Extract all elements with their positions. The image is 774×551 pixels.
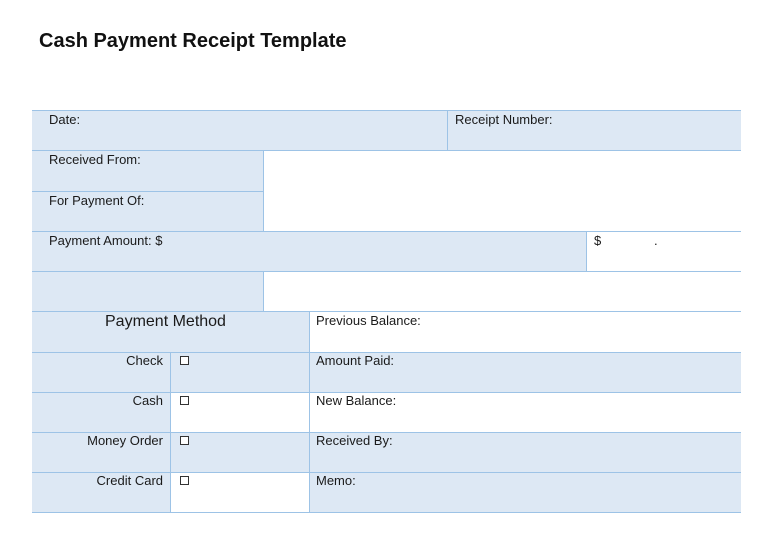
grid-line bbox=[32, 352, 741, 353]
credit-card-label-cell bbox=[32, 472, 170, 513]
memo-label: Memo: bbox=[316, 473, 356, 488]
received-from-input[interactable] bbox=[263, 150, 741, 231]
receipt-number-field[interactable] bbox=[447, 110, 741, 150]
decimal-point-label: . bbox=[654, 233, 658, 248]
grid-line bbox=[32, 191, 263, 192]
grid-line bbox=[263, 271, 264, 311]
grid-line bbox=[586, 231, 587, 271]
check-checkbox-cell[interactable] bbox=[170, 352, 309, 392]
grid-line bbox=[32, 432, 741, 433]
credit-card-checkbox[interactable] bbox=[180, 476, 189, 485]
blank-input-cell[interactable] bbox=[263, 271, 741, 311]
grid-line bbox=[32, 231, 741, 232]
for-payment-of-label: For Payment Of: bbox=[49, 193, 145, 208]
amount-paid-label: Amount Paid: bbox=[316, 353, 395, 368]
grid-line bbox=[32, 512, 741, 513]
check-checkbox[interactable] bbox=[180, 356, 189, 365]
grid-line bbox=[170, 352, 171, 513]
previous-balance-label: Previous Balance: bbox=[316, 313, 421, 328]
grid-line bbox=[32, 472, 741, 473]
payment-method-heading: Payment Method bbox=[105, 313, 226, 330]
money-order-checkbox-cell[interactable] bbox=[170, 432, 309, 472]
new-balance-label: New Balance: bbox=[316, 393, 397, 408]
cash-label: Cash bbox=[132, 393, 163, 408]
blank-label-cell bbox=[32, 271, 263, 311]
payment-amount-label: Payment Amount: $ bbox=[49, 233, 163, 248]
check-label-cell bbox=[32, 352, 170, 392]
grid-line bbox=[447, 110, 448, 150]
money-order-label-cell bbox=[32, 432, 170, 472]
grid-line bbox=[32, 392, 741, 393]
amount-paid-field[interactable] bbox=[309, 352, 741, 392]
received-by-field[interactable] bbox=[309, 432, 741, 472]
grid-line bbox=[32, 110, 741, 111]
received-from-label-cell bbox=[32, 150, 263, 191]
credit-card-checkbox-cell[interactable] bbox=[170, 472, 309, 513]
money-order-checkbox[interactable] bbox=[180, 436, 189, 445]
payment-amount-field[interactable] bbox=[32, 231, 586, 271]
memo-field[interactable] bbox=[309, 472, 741, 513]
cash-label-cell bbox=[32, 392, 170, 432]
payment-method-header-cell bbox=[32, 311, 309, 352]
date-field[interactable] bbox=[32, 110, 447, 150]
money-order-label: Money Order bbox=[87, 433, 163, 448]
cash-checkbox-cell[interactable] bbox=[170, 392, 309, 432]
for-payment-of-label-cell bbox=[32, 191, 263, 231]
received-by-label: Received By: bbox=[316, 433, 393, 448]
grid-line bbox=[309, 311, 310, 513]
grid-line bbox=[32, 271, 741, 272]
date-label: Date: bbox=[49, 112, 81, 127]
check-label: Check bbox=[126, 353, 163, 368]
new-balance-field[interactable] bbox=[309, 392, 741, 432]
grid-line bbox=[32, 311, 741, 312]
credit-card-label: Credit Card bbox=[96, 473, 163, 488]
receipt-number-label: Receipt Number: bbox=[455, 112, 553, 127]
grid-line bbox=[263, 150, 264, 231]
cash-checkbox[interactable] bbox=[180, 396, 189, 405]
receipt-form bbox=[32, 110, 741, 513]
previous-balance-field[interactable] bbox=[309, 311, 741, 352]
dollar-sign-label: $ bbox=[594, 233, 602, 248]
payment-amount-value-field[interactable] bbox=[586, 231, 741, 271]
page-title: Cash Payment Receipt Template bbox=[39, 30, 347, 52]
grid-line bbox=[32, 150, 741, 151]
received-from-label: Received From: bbox=[49, 152, 141, 167]
